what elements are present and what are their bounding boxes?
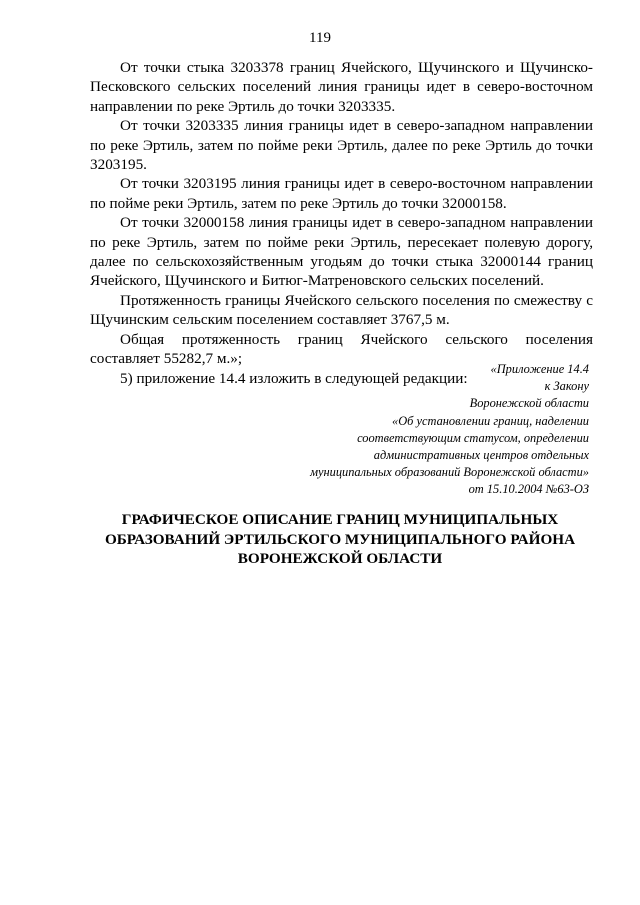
paragraph-total-length: Общая протяженность границ Ячейского сельского поселения составляет 55282,7 м.»; [90,330,593,368]
appendix-line: от 15.10.2004 №63-ОЗ [468,482,589,497]
paragraph-shared-length: Протяженность границы Ячейского сельского поселения по смежеству с Щучинским сельским поселением составляет 3767,5 м. [90,291,593,329]
heading-line: ВОРОНЕЖСКОЙ ОБЛАСТИ [237,550,443,567]
body-text [90,58,593,388]
appendix-line: «Приложение 14.4 [490,362,589,376]
paragraph-boundary-3203378: От точки стыка 3203378 границ Ячейского, Щучинского и Щучинско-Песковского сельских поселений линия границы идет в северо-восточном направлении по реке Эртиль до точки 3203335. [90,59,593,115]
appendix-line: соответствующим статусом, определении [357,430,589,445]
paragraph-boundary-32000158: От точки 32000158 линия границы идет в северо-западном направлении по реке Эртиль, затем по пойме реки Эртиль, пересекает полевую дорогу, далее по сельскохозяйственным угодьям до точки стыка 32000144 границ Ячейского, Щучинского и Битюг-Матреновского сельских поселений. [90,214,593,290]
paragraph-boundary-3203195: От точки 3203195 линия границы идет в северо-восточном направлении по пойме реки Эртиль, затем по реке Эртиль до точки 32000158. [90,175,593,212]
appendix-reference [269,361,589,499]
appendix-line: к Закону [544,379,589,394]
section-heading [80,510,600,569]
heading-line: ОБРАЗОВАНИЙ ЭРТИЛЬСКОГО МУНИЦИПАЛЬНОГО РАЙОНА [104,530,576,548]
appendix-line: административных центров отдельных [373,448,589,463]
appendix-line: муниципальных образований Воронежской области» [310,465,589,480]
heading-line: ГРАФИЧЕСКОЕ ОПИСАНИЕ ГРАНИЦ МУНИЦИПАЛЬНЫХ [121,511,559,528]
paragraph-amendment: 5) приложение 14.4 изложить в следующей редакции: [120,369,468,387]
appendix-line: «Об установлении границ, наделении [392,413,589,428]
paragraph-boundary-3203335: От точки 3203335 линия границы идет в северо-западном направлении по реке Эртиль, затем по пойме реки Эртиль, далее по реке Эртиль до точки 3203195. [90,117,593,174]
page-number: 119 [309,30,331,46]
appendix-line: Воронежской области [469,396,589,411]
